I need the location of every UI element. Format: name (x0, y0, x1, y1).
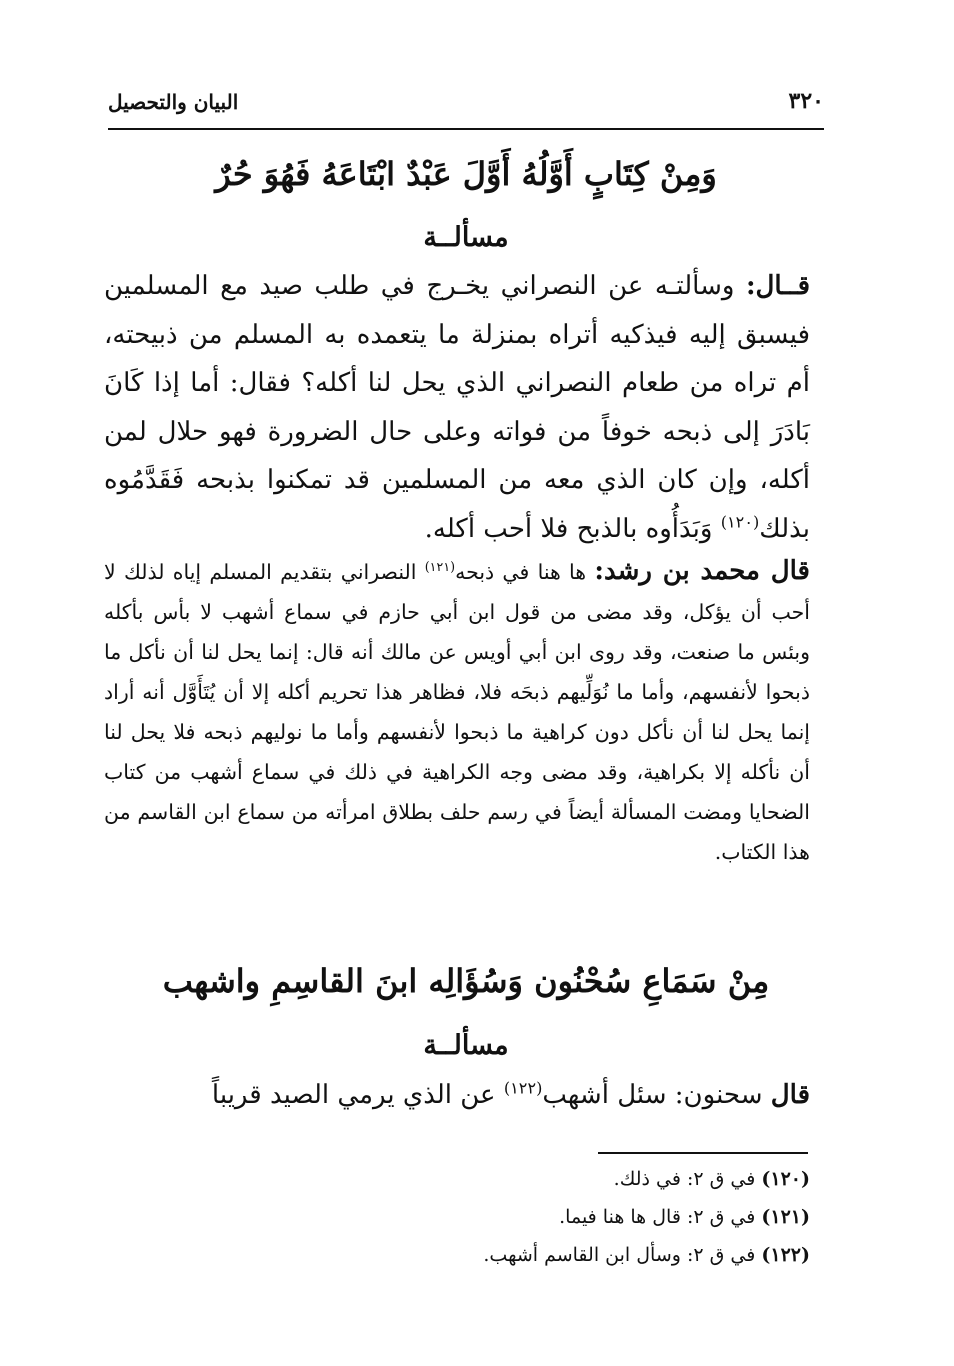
footnote-number: (١٢١) (761, 1206, 810, 1228)
question-paragraph-2 (104, 1080, 810, 1110)
paragraph-text-start: سحنون: سئل أشهب (542, 1080, 763, 1110)
commentary-paragraph (104, 551, 810, 872)
paragraph-text-end: وَبَدَأُوه بالذبح فلا أحب أكله. (424, 513, 713, 544)
footnotes (300, 1160, 810, 1274)
footnote-text: في ق ٢: وسأل ابن القاسم أشهب. (483, 1244, 756, 1266)
speaker-label: قــال: (745, 271, 811, 301)
running-title: البيان والتحصيل (108, 90, 239, 114)
header-rule (108, 128, 824, 130)
footnote (300, 1236, 810, 1274)
footnote-text: في ق ٢: قال ها هنا فيما. (559, 1206, 756, 1228)
footnote-ref: (١٢٠) (720, 511, 760, 531)
issue-subheading-2: مسألــة (423, 1030, 509, 1061)
footnote-number: (١٢٠) (761, 1168, 810, 1190)
issue-subheading: مسألــة (423, 222, 509, 253)
page-header (108, 88, 824, 128)
paragraph-text: عن الذي يرمي الصيد قريباً (211, 1080, 496, 1110)
chapter-heading-2: مِنْ سَمَاعِ سُحْنُون وَسُؤَالِه ابنَ القاسِمِ واشهب (162, 962, 770, 1000)
page-number: ٣٢٠ (788, 88, 824, 114)
footnote-text: في ق ٢: في ذلك. (613, 1168, 756, 1190)
speaker-label: قال (770, 1080, 810, 1110)
commentator-label: قال محمد بن رشد: (594, 556, 810, 586)
chapter-heading: وَمِنْ كِتَابٍ أَوَّلُهُ أَوَّلَ عَبْدٌ ابْتَاعَهُ فَهُوَ حُرٌ (215, 155, 717, 193)
question-paragraph (104, 262, 810, 553)
commentary-text-start: ها هنا في ذبحه (455, 560, 587, 584)
footnote-ref: (١٢٢) (503, 1078, 543, 1098)
footnote (300, 1198, 810, 1236)
footnote-ref: (١٢١) (424, 559, 456, 575)
commentary-text: النصراني بتقديم المسلم إياه لذلك لا أحب أن يؤكل، وقد مضى من قول ابن أبي حازم في سماع أشهب لا بأس بأكله وبئس ما صنعت، وقد روى ابن أبي أويس عن مالك أنه قال: إنما يحل لنا أن نأكل ما ذبحوا لأنفسهم، وأما ما نُوَلِّيهم ذبحَه فلا، فظاهر هذا تحريم أكله إلا أن يُتَأَوَّل أنه أراد إنما يحل لنا أن نأكل دون كراهية ما ذبحوا لأنفسهم وأما ما نوليهم ذبحه فلا يحل لنا أن نأكله إلا بكراهية، وقد مضى وجه الكراهية في ذلك في سماع أشهب من كتاب الضحايا ومضت المسألة أيضاً في رسم حلف بطلاق امرأته من سماع ابن القاسم من هذا الكتاب. (104, 560, 810, 864)
footnote-number: (١٢٢) (761, 1244, 810, 1266)
footnote-rule (598, 1152, 808, 1154)
footnote (300, 1160, 810, 1198)
paragraph-text: وسألتـه عن النصراني يخـرج في طلب صيد مع المسلمين فيسبق إليه فيذكيه أتراه بمنزلة ما يتعمده به المسلم من ذبيحته، أم تراه من طعام النصراني الذي يحل لنا أكله؟ فقال: أما إذا كَانَ بَادَرَ إلى ذبحه خوفاً من فواته وعلى حال الضرورة فهو حلال لمن أكله، وإن كان الذي معه من المسلمين قد تمكنوا بذبحه فَقَدَّمُوه بذلك (104, 271, 810, 544)
